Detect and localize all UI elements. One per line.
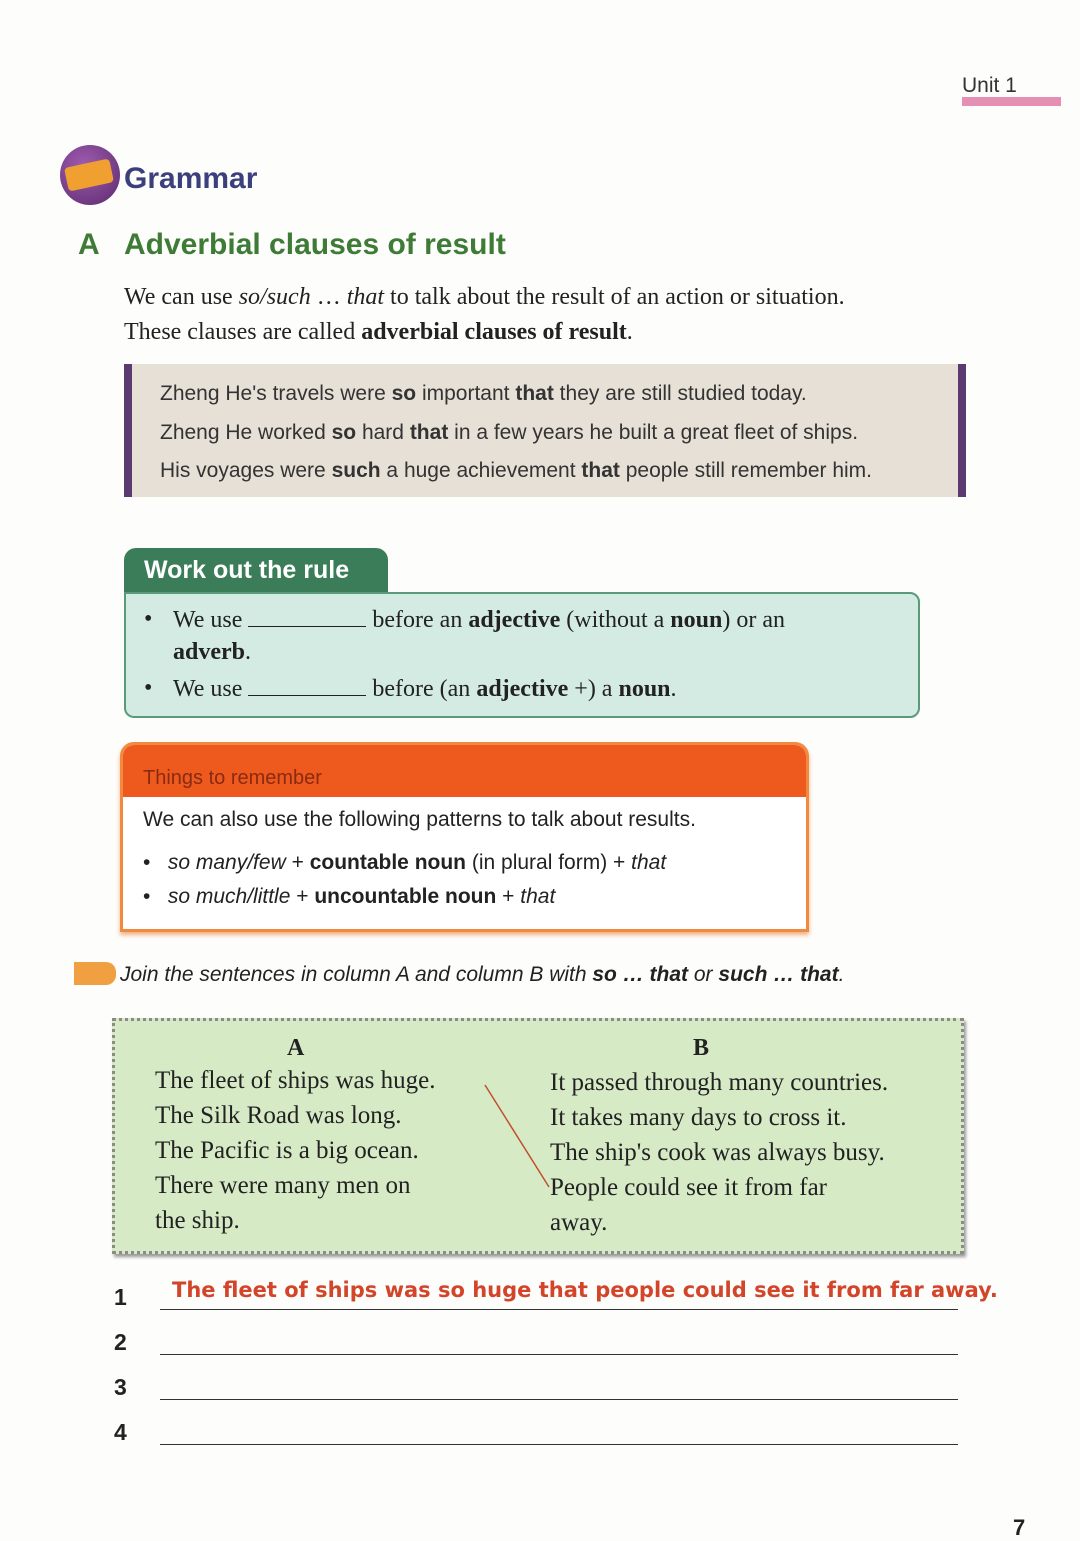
rule-line-1: We use before an adjective (without a noun) or an — [173, 607, 785, 633]
intro-paragraph: We can use so/such … that to talk about the result of an action or situation. These clauses are called adverbial clauses of result. — [124, 284, 845, 345]
answer-number: 3 — [114, 1374, 127, 1400]
answer-1-text: The fleet of ships was so huge that people could see it from far away. — [172, 1278, 998, 1302]
things-to-remember-title: Things to remember — [123, 745, 806, 797]
answer-number: 1 — [114, 1284, 127, 1310]
column-a-item: the ship. — [155, 1207, 240, 1234]
remember-bullet-2: • so much/little + uncountable noun + that — [143, 885, 556, 908]
answer-line-3[interactable] — [160, 1399, 958, 1400]
matching-line — [115, 1021, 961, 1251]
example-sentence: His voyages were such a huge achievement that people still remember him. — [160, 459, 872, 482]
column-a-header: A — [287, 1035, 305, 1061]
rule-box — [124, 592, 920, 718]
column-a-item: The fleet of ships was huge. — [155, 1067, 436, 1094]
remember-intro: We can also use the following patterns to talk about results. — [143, 808, 696, 831]
column-a-item: There were many men on — [155, 1172, 411, 1199]
unit-underline — [962, 97, 1061, 106]
rule-title: Work out the rule — [124, 548, 388, 594]
bullet: • — [144, 675, 153, 701]
answer-line-2[interactable] — [160, 1354, 958, 1355]
answer-number: 2 — [114, 1329, 127, 1355]
blank-field-1[interactable] — [248, 606, 366, 627]
section-title: Grammar — [124, 162, 258, 195]
grammar-puzzle-icon — [60, 145, 120, 205]
exercise-instruction: Join the sentences in column A and column B with so … that or such … that. — [120, 963, 845, 986]
remember-bullet-1: • so many/few + countable noun (in plural form) + that — [143, 851, 667, 874]
example-sentence: Zheng He's travels were so important that they are still studied today. — [160, 382, 807, 405]
column-b-header: B — [693, 1035, 710, 1061]
subsection-title: Adverbial clauses of result — [124, 228, 506, 261]
unit-label: Unit 1 — [962, 74, 1017, 97]
rule-line-2: We use before (an adjective +) a noun. — [173, 676, 677, 702]
answer-line-1[interactable] — [160, 1309, 958, 1310]
column-a-item: The Silk Road was long. — [155, 1102, 402, 1129]
column-b-item: The ship's cook was always busy. — [550, 1139, 885, 1166]
bullet: • — [144, 606, 153, 632]
matching-table — [112, 1018, 964, 1254]
exercise-marker-icon — [74, 962, 116, 985]
answer-line-4[interactable] — [160, 1444, 958, 1445]
example-sentences-box — [124, 364, 966, 497]
rule-line-1-cont: adverb. — [173, 639, 251, 665]
page-number: 7 — [1013, 1515, 1026, 1540]
column-b-item: away. — [550, 1209, 608, 1236]
subsection-letter: A — [78, 228, 100, 261]
answer-number: 4 — [114, 1419, 127, 1445]
blank-field-2[interactable] — [248, 675, 366, 696]
column-b-item: It takes many days to cross it. — [550, 1104, 847, 1131]
column-a-item: The Pacific is a big ocean. — [155, 1137, 419, 1164]
column-b-item: People could see it from far — [550, 1174, 827, 1201]
example-sentence: Zheng He worked so hard that in a few years he built a great fleet of ships. — [160, 421, 859, 444]
column-b-item: It passed through many countries. — [550, 1069, 889, 1096]
things-to-remember-box — [120, 742, 809, 932]
